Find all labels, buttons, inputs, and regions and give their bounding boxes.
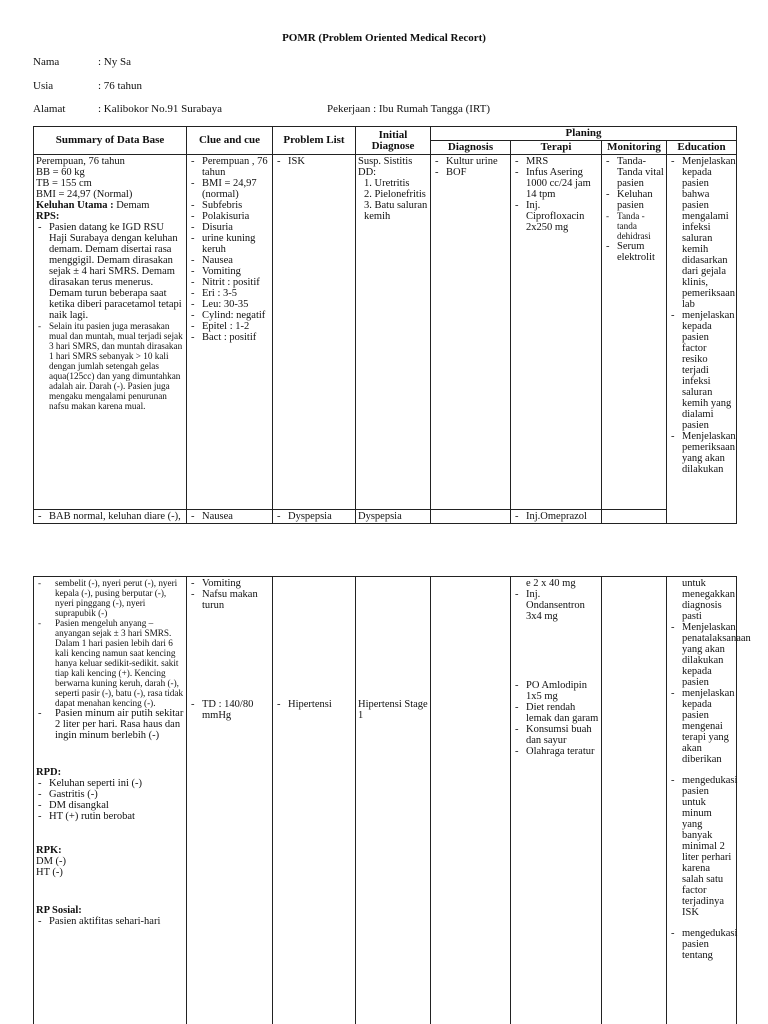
list-item: - Bact : positif	[189, 332, 270, 343]
list-item: - Vomiting	[189, 578, 270, 589]
initial-cell-2: Dyspepsia	[356, 510, 431, 524]
keluhan-value: Demam	[113, 200, 150, 211]
keluhan-utama	[36, 200, 184, 211]
header-diagnosis: Diagnosis	[431, 141, 511, 155]
list-item: - Inj. Ondansentron 3x4 mg	[513, 589, 599, 622]
list-item: - Diet rendah lemak dan garam	[513, 702, 599, 724]
list-item: - Pasien aktifitas sehari-hari	[36, 916, 184, 927]
rpk-label: RPK:	[36, 845, 62, 856]
clue-cell-2	[187, 510, 273, 524]
alamat-value: : Kalibokor No.91 Surabaya	[98, 103, 223, 115]
header-summary: Summary of Data Base	[34, 127, 187, 155]
list-item: - Selain itu pasien juga merasakan mual dan muntah, mual terjadi sejak 3 hari SMRS, dan muntah dirasakan 1 hari SMRS sebanyak > 10 kali dengan jumlah setengah gelas aqua(125cc) dan yang dimuntahkan adalah air. Darah (-). Pasien juga mengaku mengalami penurunan nafsu makan karena mual.	[36, 321, 184, 411]
list-item: - Gastritis (-)	[36, 789, 184, 800]
list-item: - Keluhan pasien	[604, 189, 664, 211]
header-clue: Clue and cue	[187, 127, 273, 155]
list-item: - Perempuan , 76 tahun	[189, 156, 270, 178]
header-monitoring: Monitoring	[602, 141, 667, 155]
education-cell-p2	[667, 577, 751, 1024]
alamat-row	[33, 104, 222, 115]
list-item: - Nausea	[189, 511, 270, 522]
rp-sosial-label: RP Sosial:	[36, 905, 82, 916]
list-item: - sembelit (-), nyeri perut (-), nyeri kepala (-), pusing berputar (-), nyeri pinggang (-), nyeri suprapubik (-)	[36, 578, 184, 618]
list-item: - DM disangkal	[36, 800, 184, 811]
list-item: - Tanda-Tanda vital pasien	[604, 156, 664, 189]
page-title: POMR (Problem Oriented Medical Recort)	[282, 32, 486, 44]
initial-lead: Susp. Sistitis DD:	[358, 156, 413, 178]
pekerjaan: Pekerjaan : Ibu Rumah Tangga (IRT)	[327, 103, 491, 115]
list-item: - Konsumsi buah dan sayur	[513, 724, 599, 746]
list-item: - Pasien datang ke IGD RSU Haji Surabaya dengan keluhan demam. Demam disertai rasa menggigil. Demam dirasakan sejak ± 4 hari SMRS. Demam dirasakan terus menerus. Demam turun beberapa saat ketika diberi paracetamol tetapi naik lagi.	[36, 222, 184, 321]
summary-line: BMI = 24,97 (Normal)	[36, 189, 133, 200]
list-item: 3. Batu saluran kemih	[364, 200, 428, 222]
list-item: - Keluhan seperti ini (-)	[36, 778, 184, 789]
list-item: - Kultur urine	[433, 156, 508, 167]
list-item: - HT (+) rutin berobat	[36, 811, 184, 822]
usia-row	[33, 81, 142, 92]
list-item: - Nitrit : positif	[189, 277, 270, 288]
list-item: - Menjelaskan pemeriksaan yang akan dilakukan	[669, 431, 734, 475]
list-item: - Epitel : 1-2	[189, 321, 270, 332]
list-item: - Inj.Omeprazol	[513, 511, 599, 522]
list-item: 1. Uretritis	[364, 178, 410, 189]
pomr-table-page2	[33, 576, 751, 1024]
header-terapi: Terapi	[511, 141, 602, 155]
list-item: - Hipertensi	[275, 699, 353, 710]
list-item: - Inj. Ciprofloxacin 2x250 mg	[513, 200, 599, 233]
list-item: - BMI = 24,97 (normal)	[189, 178, 270, 200]
header-education: Education	[667, 141, 737, 155]
monitoring-cell-p2	[602, 577, 667, 1024]
rpk-line: DM (-)	[36, 856, 67, 867]
list-item: - Polakisuria	[189, 211, 270, 222]
rpd-label: RPD:	[36, 767, 62, 778]
summary-line: TB = 155 cm	[36, 178, 92, 189]
list-item: - mengedukasi pasien untuk minum yang banyak minimal 2 liter perhari karena salah satu factor terjadinya ISK	[669, 775, 734, 918]
list-item: - ISK	[275, 156, 353, 167]
header-initial: Initial Diagnose	[356, 127, 431, 155]
education-cell	[667, 155, 737, 524]
list-item: - Serum elektrolit	[604, 241, 664, 263]
summary-cell-p2	[34, 577, 187, 1024]
list-item: - Eri : 3-5	[189, 288, 270, 299]
alamat-label: Alamat	[33, 103, 66, 115]
keluhan-label: Keluhan Utama :	[36, 200, 114, 211]
list-item: - Vomiting	[189, 266, 270, 277]
terapi-cell	[511, 155, 602, 510]
rpk-line: HT (-)	[36, 867, 63, 878]
list-item: - Olahraga teratur	[513, 746, 599, 757]
list-item: - BOF	[433, 167, 508, 178]
list-item: - Tanda - tanda dehidrasi	[604, 211, 664, 241]
nama-label: Nama	[33, 56, 60, 68]
initial-cell	[356, 155, 431, 510]
list-item: - mengedukasi pasien tentang	[669, 928, 734, 961]
header-problem: Problem List	[273, 127, 356, 155]
summary-line: BB = 60 kg	[36, 167, 85, 178]
rps-label: RPS:	[36, 211, 60, 222]
list-item: - menjelaskan kepada pasien factor resiko terjadi infeksi saluran kemih yang dialami pasien	[669, 310, 734, 431]
summary-cell	[34, 155, 187, 510]
initial-cell-p2	[356, 577, 431, 1024]
list-item: - MRS	[513, 156, 599, 167]
list-item: - Nafsu makan turun	[189, 589, 270, 611]
list-item: - Nausea	[189, 255, 270, 266]
monitoring-cell-2	[602, 510, 667, 524]
header-planing: Planing	[431, 127, 737, 141]
initial-ht: Hipertensi Stage 1	[358, 699, 428, 721]
list-item: - menjelaskan kepada pasien mengenai terapi yang akan diberikan	[669, 688, 734, 765]
nama-row	[33, 57, 131, 68]
edu-cont: untuk menegakkan diagnosis pasti	[682, 578, 736, 622]
problem-cell-2	[273, 510, 356, 524]
list-item: - Menjelaskan penatalaksanaan yang akan dilakukan kepada pasien	[669, 622, 734, 688]
list-item: - PO Amlodipin 1x5 mg	[513, 680, 599, 702]
rps-list	[36, 222, 184, 411]
diagnosis-cell-2	[431, 510, 511, 524]
list-item: - TD : 140/80 mmHg	[189, 699, 270, 721]
clue-cell	[187, 155, 273, 510]
list-item: - urine kuning keruh	[189, 233, 270, 255]
nama-value: : Ny Sa	[98, 56, 131, 68]
diagnosis-cell	[431, 155, 511, 510]
usia-value: : 76 tahun	[98, 80, 142, 92]
list-item: - Cylind: negatif	[189, 310, 270, 321]
list-item: - BAB normal, keluhan diare (-),	[36, 511, 184, 522]
list-item: - Pasien mengeluh anyang – anyangan sejak ± 3 hari SMRS. Dalam 1 hari pasien lebih dari 6 kali kencing namun saat kencing hanya keluar sedikit-sedikit. sakit tiap kali kencing (+). Kencing berwarna kuning keruh, darah (-), seperti pasir (-), batu (-), rasa tidak dapat menahan kencing (-).	[36, 618, 184, 708]
list-item: - Subfebris	[189, 200, 270, 211]
terapi-cell-2	[511, 510, 602, 524]
list-item: - Leu: 30-35	[189, 299, 270, 310]
usia-label: Usia	[33, 80, 54, 92]
list-item: - Dyspepsia	[275, 511, 353, 522]
pomr-table-page1	[33, 126, 737, 524]
list-item: - Menjelaskan kepada pasien bahwa pasien mengalami infeksi saluran kemih didasarkan dari gejala klinis, pemeriksaan lab	[669, 156, 734, 310]
list-item: 2. Pielonefritis	[364, 189, 426, 200]
list-item: - Disuria	[189, 222, 270, 233]
diagnosis-cell-p2	[431, 577, 511, 1024]
problem-cell	[273, 155, 356, 510]
clue-cell-p2	[187, 577, 273, 1024]
summary-line: Perempuan, 76 tahun	[36, 156, 125, 167]
terapi-cell-p2	[511, 577, 602, 1024]
list-item: - Pasien minum air putih sekitar 2 liter per hari. Rasa haus dan ingin minum berlebih (-)	[36, 708, 184, 741]
list-item: - Infus Asering 1000 cc/24 jam 14 tpm	[513, 167, 599, 200]
monitoring-cell	[602, 155, 667, 510]
terapi-cont: e 2 x 40 mg	[526, 578, 576, 589]
problem-cell-p2	[273, 577, 356, 1024]
summary-cell-cont	[34, 510, 187, 524]
